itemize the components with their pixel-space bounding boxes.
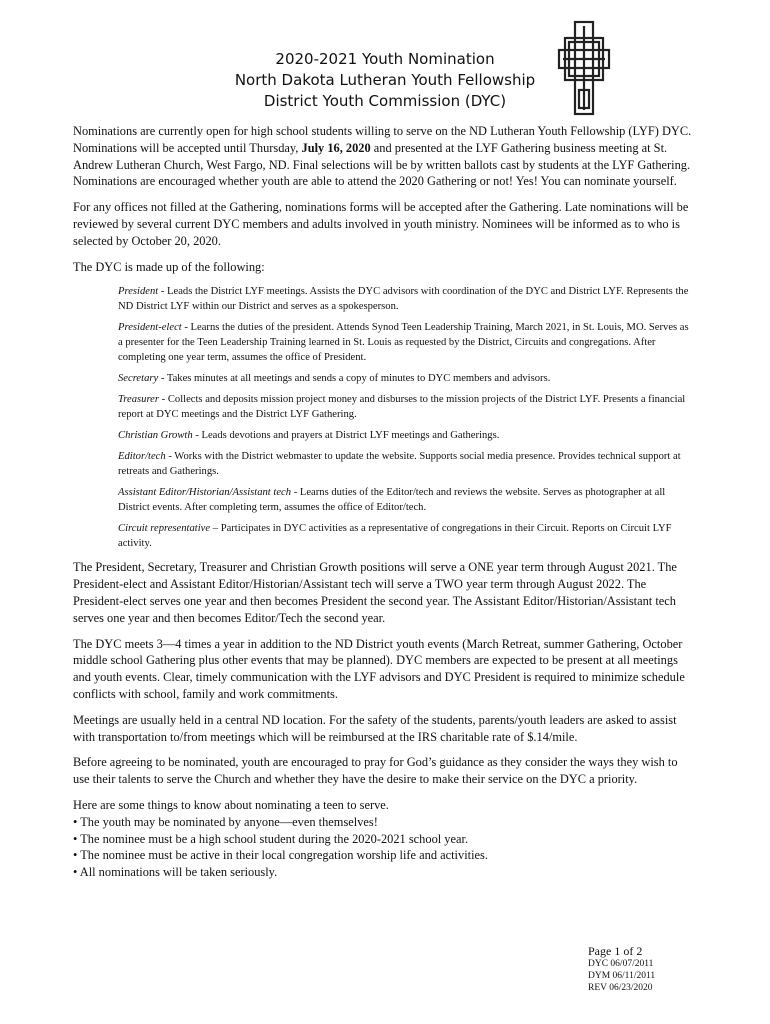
role-secretary xyxy=(118,371,695,386)
role-description: - Learns the duties of the president. Attends Synod Teen Leadership Training, March 2021, in St. Louis, MO. Serves as a presenter for the Teen Leadership Training learned in St. Louis as requested by the District, Circuits and congregations. After completing one year term, assumes the office of President. xyxy=(118,322,689,364)
role-name: Editor/tech xyxy=(118,451,166,463)
role-description: - Learns duties of the Editor/tech and reviews the website. Serves as photographer at all District events. After completing term, assumes the office of Editor/tech. xyxy=(118,487,666,514)
dyc-intro: The DYC is made up of the following: xyxy=(73,259,265,274)
location-paragraph: Meetings are usually held in a central ND location. For the safety of the students, parents/youth leaders are asked to assist with transportation to/from meetings which will be reimbursed at the IRS charitable rate of $.14/mile. xyxy=(73,712,677,744)
role-name: Assistant Editor/Historian/Assistant tech xyxy=(118,487,292,499)
nomination-notes xyxy=(73,797,695,881)
role-editor-tech xyxy=(118,449,695,479)
role-name: President-elect xyxy=(118,322,182,334)
list-item: • All nominations will be taken seriously. xyxy=(73,865,278,880)
role-description: - Leads the District LYF meetings. Assists the DYC advisors with coordination of the DYC and District LYF. Represents the ND District LYF within our District and serves as a spokesperson. xyxy=(118,286,689,313)
role-president-elect xyxy=(118,320,695,365)
list-item: • The nominee must be active in their local congregation worship life and activities. xyxy=(73,848,488,863)
title-line-1: 2020-2021 Youth Nomination xyxy=(275,50,495,68)
role-president xyxy=(118,284,695,314)
role-description: – Participates in DYC activities as a representative of congregations in their Circuit. Reports on Circuit LYF activity. xyxy=(118,523,672,550)
offices-paragraph: For any offices not filled at the Gathering, nominations forms will be accepted after the Gathering. Late nominations will be reviewed by several current DYC members and adults involved in youth ministry. Nominees will be informed as to who is selected by October 20, 2020. xyxy=(73,200,689,248)
footer-rev-date: REV 06/23/2020 xyxy=(588,983,653,993)
role-assistant-editor xyxy=(118,485,695,515)
intro-text-start: Nominations are currently open for high school students willing to serve on the ND Lutheran Youth Fellowship (LYF) DYC. Nominations will be accepted until Thursday, xyxy=(73,124,692,155)
role-name: Circuit representative xyxy=(118,523,211,535)
deadline-date: July 16, 2020 xyxy=(301,140,371,155)
page-footer xyxy=(588,944,655,994)
role-description: - Leads devotions and prayers at District LYF meetings and Gatherings. xyxy=(192,430,500,442)
terms-paragraph: The President, Secretary, Treasurer and Christian Growth positions will serve a ONE year term through August 2021. The President-elect and Assistant Editor/Historian/Assistant tech will serve a TWO year term through August 2022. The President-elect serves one year and then becomes President the second year. The Assistant Editor/Historian/Assistant tech serves one year and then becomes Editor/Tech the second year. xyxy=(73,560,677,625)
footer-dym-date: DYM 06/11/2011 xyxy=(588,971,656,981)
role-name: Secretary xyxy=(118,373,159,385)
role-description: - Collects and deposits mission project money and disburses to the mission projects of the District LYF. Presents a financial report at DYC meetings and the District LYF Gathering. xyxy=(118,394,686,421)
role-circuit-representative xyxy=(118,521,695,551)
title-line-3: District Youth Commission (DYC) xyxy=(263,92,507,110)
page-number: Page 1 of 2 xyxy=(588,944,643,958)
prayer-paragraph: Before agreeing to be nominated, youth are encouraged to pray for God’s guidance as they consider the ways they wish to use their talents to serve the Church and whether they have the desire to make their service on the DYC a priority. xyxy=(73,755,678,787)
footer-dyc-date: DYC 06/07/2011 xyxy=(588,959,654,969)
roles-list xyxy=(118,284,695,551)
document-body xyxy=(73,123,695,881)
role-name: Treasurer xyxy=(118,394,160,406)
document-title xyxy=(200,49,570,112)
role-description: - Takes minutes at all meetings and sends a copy of minutes to DYC members and advisors. xyxy=(158,373,551,385)
list-item: • The nominee must be a high school student during the 2020-2021 school year. xyxy=(73,831,469,846)
role-description: - Works with the District webmaster to update the website. Supports social media presence. Provides technical support at retreats and Gatherings. xyxy=(118,451,681,478)
list-item: • The youth may be nominated by anyone—even themselves! xyxy=(73,814,378,829)
role-name: Christian Growth xyxy=(118,430,193,442)
cross-logo-icon xyxy=(555,20,613,116)
intro-text-end: and presented at the LYF Gathering business meeting at St. Andrew Lutheran Church, West Fargo, ND. Final selections will be by written ballots cast by students at the LYF Gathering. Nominations are encouraged whether youth are able to attend the 2020 Gathering or not! Yes! You can nominate yourself. xyxy=(73,140,691,189)
role-treasurer xyxy=(118,392,695,422)
title-line-2: North Dakota Lutheran Youth Fellowship xyxy=(234,71,536,89)
notes-intro: Here are some things to know about nominating a teen to serve. xyxy=(73,797,389,812)
meetings-paragraph: The DYC meets 3—4 times a year in addition to the ND District youth events (March Retreat, summer Gathering, October middle school Gathering plus other events that may be planned). DYC members are expected to be present at all meetings and youth events. Clear, timely communication with the LYF advisors and DYC President is required to minimize schedule conflicts with school, family and work commitments. xyxy=(73,636,685,701)
role-christian-growth xyxy=(118,428,695,443)
role-name: President xyxy=(118,286,159,298)
intro-paragraph xyxy=(73,123,695,190)
